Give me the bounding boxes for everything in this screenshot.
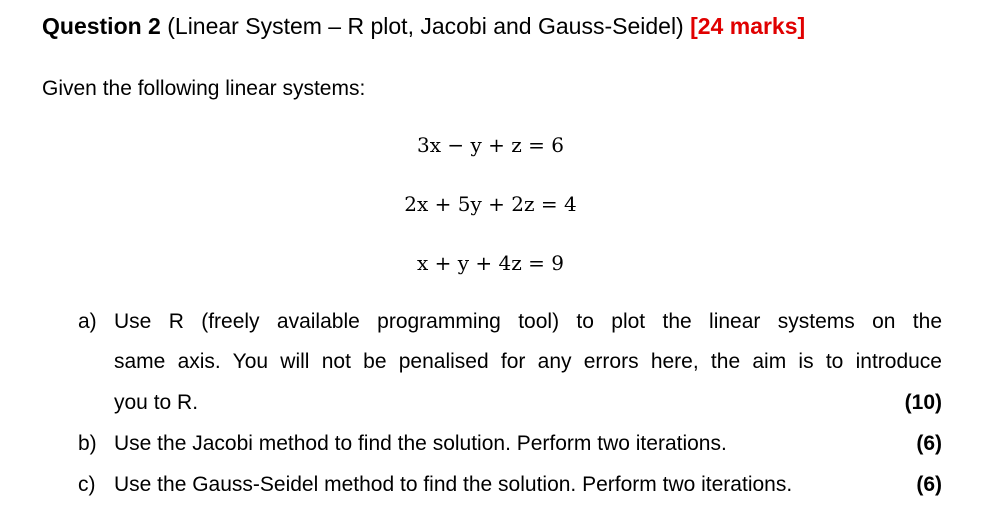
equation-3-text: x + y + 4z = 9 (417, 251, 564, 275)
part-c-text: Use the Gauss-Seidel method to find the solution. Perform two iterations. (114, 473, 793, 496)
question-title (42, 11, 805, 41)
question-topic: (Linear System – R plot, Jacobi and Gauss-Seidel) (167, 13, 684, 39)
equation-1-text: 3x − y + z = 6 (417, 133, 564, 157)
part-a-marks: (10) (904, 391, 942, 414)
part-c-letter: c) (78, 473, 96, 496)
question-label: Question 2 (42, 13, 161, 39)
part-a-line-2: same axis. You will not be penalised for any errors here, the aim is to introduce (114, 350, 942, 373)
part-b-letter: b) (78, 432, 97, 455)
part-a-line-1: Use R (freely available programming tool) to plot the linear systems on the (114, 310, 942, 333)
equation-1 (0, 131, 997, 159)
part-a-line-3: you to R. (114, 391, 199, 414)
question-total-marks: [24 marks] (690, 13, 806, 39)
part-c-marks: (6) (916, 473, 942, 496)
equation-2 (0, 190, 997, 218)
equation-3 (0, 249, 997, 277)
part-b-text: Use the Jacobi method to find the solution. Perform two iterations. (114, 432, 727, 455)
equation-2-text: 2x + 5y + 2z = 4 (404, 192, 577, 216)
part-b-marks: (6) (916, 432, 942, 455)
intro-text: Given the following linear systems: (42, 77, 366, 100)
part-a-letter: a) (78, 310, 97, 333)
